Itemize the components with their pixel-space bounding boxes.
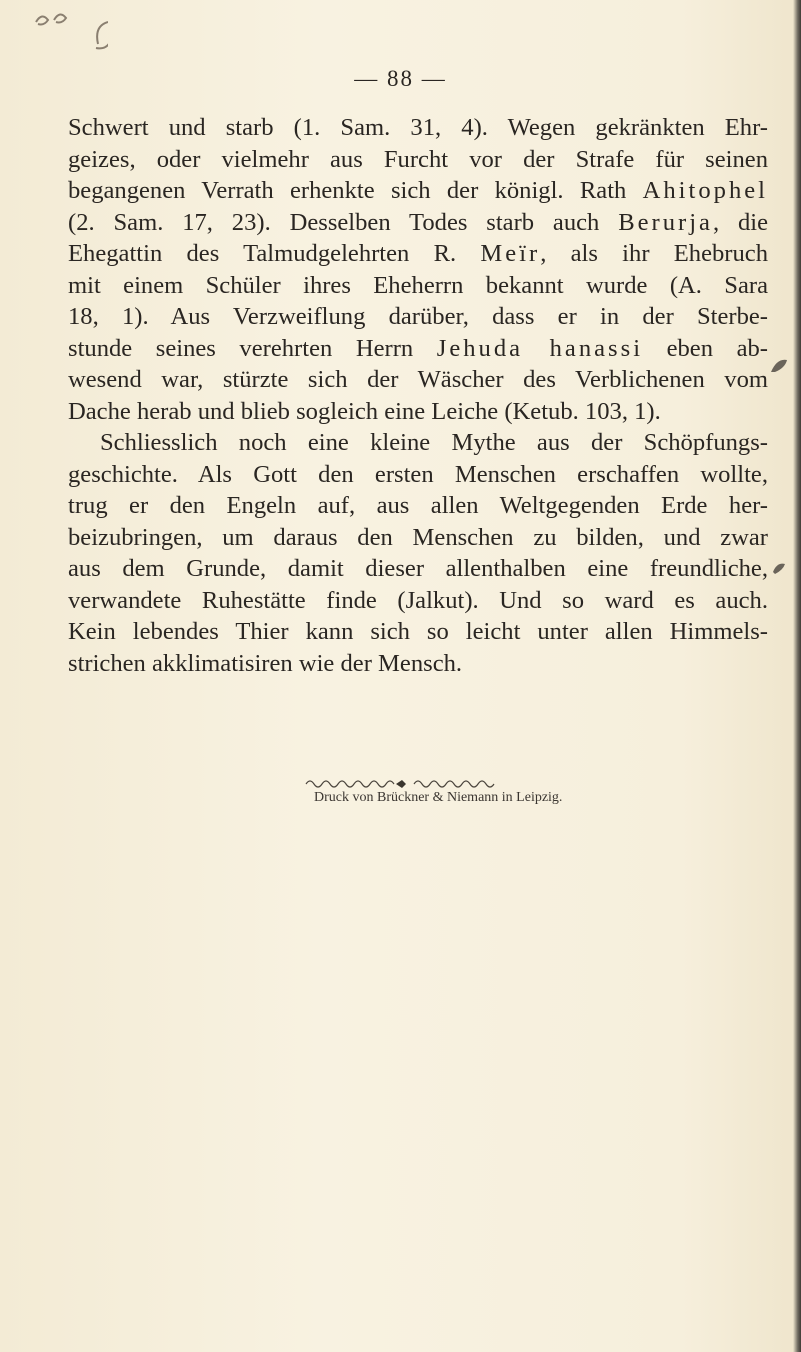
text-segment: Ehegattin des Talmudgelehrten R. [68,240,481,267]
text-line [68,427,768,459]
emphasized-name: Jehuda hanassi [436,334,644,362]
text-segment: Schliesslich noch eine kleine Mythe aus der Schöpfungs- [100,429,768,456]
text-segment: stunde seines verehrten Herrn [68,334,437,362]
text-segment: Schwert und starb (1. Sam. 31, 4). Wegen gekränkten Ehr- [68,114,768,141]
text-line [68,333,768,365]
handwritten-corner-mark [28,4,108,58]
emphasized-name: Meïr [480,240,541,267]
page-binding-edge [793,0,801,1352]
margin-blot [769,354,791,376]
text-segment: (2. Sam. 17, 23). Desselben Todes starb auch [68,208,619,236]
text-line [68,616,768,648]
paragraph-2 [68,427,768,679]
body-text [68,112,768,679]
text-line [68,144,768,176]
text-segment: beizubringen, um daraus den Menschen zu bilden, und zwar [68,523,768,551]
text-segment: geschichte. Als Gott den ersten Menschen erschaffen wollte, [68,460,768,488]
text-segment: , als ihr Ehebruch [540,240,768,267]
text-line [68,490,768,522]
text-line [68,238,768,270]
text-segment: 18, 1). Aus Verzweiflung darüber, dass er in der Sterbe- [68,303,768,330]
text-line [68,459,768,491]
text-line [68,207,768,239]
text-segment: geizes, oder vielmehr aus Furcht vor der Strafe für seinen [68,145,768,173]
text-segment: strichen akklimatisiren wie der Mensch. [68,649,463,677]
page-number: — 88 — [354,66,447,91]
text-segment: wesend war, stürzte sich der Wäscher des Verblichenen vom [68,366,768,393]
printer-imprint: Druck von Brückner & Niemann in Leipzig. [314,790,563,805]
text-segment: Dache herab und blieb sogleich eine Leiche (Ketub. 103, 1). [68,397,661,425]
text-segment: Kein lebendes Thier kann sich so leicht unter allen Himmels- [68,618,768,645]
text-line [68,585,768,617]
text-segment: trug er den Engeln auf, aus allen Weltgegenden Erde her- [68,492,768,519]
text-line [68,648,768,680]
text-line [68,270,768,302]
emphasized-name: Ahitophel [642,177,768,204]
text-line [68,553,768,585]
text-segment: begangenen Verrath erhenkte sich der königl. Rath [68,177,643,204]
text-segment: eben ab- [643,334,768,362]
text-segment: , die [712,208,768,236]
paragraph-1 [68,112,768,427]
text-line [68,112,768,144]
text-line [68,175,768,207]
emphasized-name: Berurja [618,208,713,236]
margin-blot [769,556,791,578]
text-line [68,522,768,554]
text-line [68,301,768,333]
text-line [68,396,768,428]
text-segment: aus dem Grunde, damit dieser allenthalben eine freundliche, [68,555,768,582]
text-line [68,364,768,396]
text-segment: mit einem Schüler ihres Eheherrn bekannt wurde (A. Sara [68,271,768,299]
text-segment: verwandete Ruhestätte finde (Jalkut). Und so ward es auch. [68,586,768,614]
